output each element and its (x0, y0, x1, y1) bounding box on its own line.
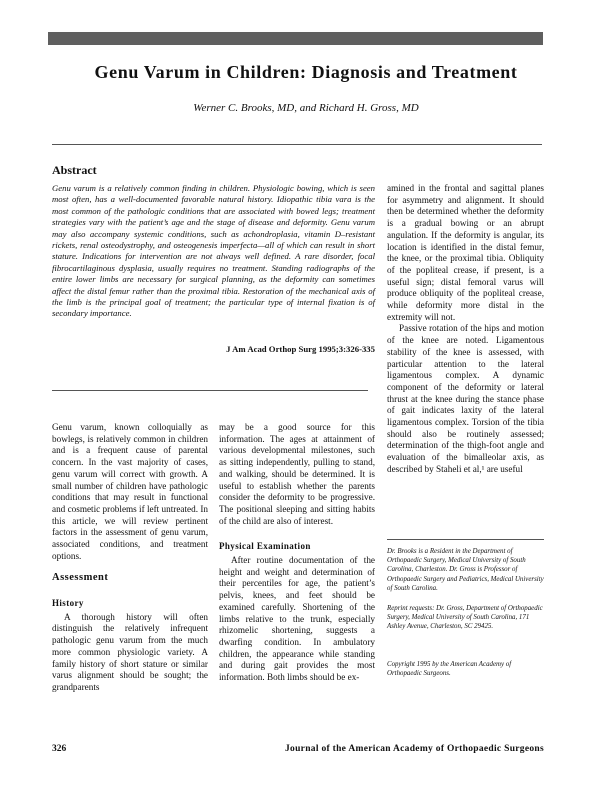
abstract-text: Genu varum is a relatively common finding in children. Physiologic bowing, which is seen most often, has a well-documented favorable natural history. Idiopathic tibia vara is the most common of the pathologic conditions that are associated with bowed legs; treatment strategies vary with the patient’s age and the stage of disease and deformity. Genu varum may also accompany systemic conditions, such as achondroplasia, vitamin D–resistant rickets, renal osteodystrophy, and osteogenesis imperfecta—all of which can result in short stature. Indications for intervention are not always well defined. A rare disorder, focal fibrocartilaginous dysplasia, usually requires no treatment. Standing radiographs of the entire lower limbs are necessary for surgical planning, as the deformity can sometimes affect the distal femur rather than the proximal tibia. Restoration of the mechanical axis of the limb is the principal goal of treatment; the particular type of internal fixation is of secondary importance. (52, 183, 375, 319)
physical-exam-paragraph: After routine documentation of the height and weight and determination of their percentiles for age, the patient’s pelvis, knees, and feet should be examined carefully. Shortening of the limbs relative to the trunk, especially rhizomelic shortening, suggests a dwarfing condition. In ambulatory children, the appearance while standing and during gait provides the most information. Both limbs should be ex- (219, 555, 375, 683)
middle-column (219, 422, 375, 684)
page-number: 326 (52, 744, 67, 754)
history-paragraph: A thorough history will often distinguish the relatively infrequent pathologic genu varum from the much more common physiologic variety. A family history of short stature or similar varus alignment should be sought; the grandparents (52, 611, 208, 692)
footnote-rule (387, 539, 544, 540)
intro-column (52, 422, 208, 562)
passive-rotation-paragraph: Passive rotation of the hips and motion of the knee are noted. Ligamentous stability of the knee is assessed, with particular attention to the lateral ligamentous complex. A dynamic component of the deformity or lateral thrust at the knee during the stance phase of gait indicates laxity of the lateral ligamentous complex. Torsion of the tibia should also be routinely assessed; determination of the thigh-foot angle and evaluation of the bimalleolar axis, as described by Staheli et al,¹ are useful (387, 323, 544, 474)
physical-exam-heading: Physical Examination (219, 541, 311, 552)
citation: J Am Acad Orthop Surg 1995;3:326-335 (226, 344, 375, 354)
footnote-reprint: Reprint requests: Dr. Gross, Department of Orthopaedic Surgery, Medical University of South Carolina, 171 Ashley Avenue, Charleston, SC 29425. (387, 605, 543, 631)
intro-paragraph: Genu varum, known colloquially as bowlegs, is relatively common in children and is a frequent cause of parental concern. In the vast majority of cases, genu varum will correct with growth. A small number of children have pathologic conditions that may result in functional and cosmetic problems if left untreated. In this article, we will review pertinent factors in the assessment of genu varum, associated conditions, and treatment options. (52, 422, 208, 561)
abstract-bottom-rule (52, 390, 368, 391)
article-title: Genu Varum in Children: Diagnosis and Treatment (94, 62, 518, 82)
footnote-copyright: Copyright 1995 by the American Academy of Orthopaedic Surgeons. (387, 661, 512, 678)
history-heading: History (52, 598, 84, 608)
footnote-authors: Dr. Brooks is a Resident in the Department of Orthopaedic Surgery, Medical University of South Carolina, Charleston. Dr. Gross is Professor of Orthopaedic Surgery and Pediatrics, Medical University of South Carolina. (387, 548, 544, 592)
history-section (52, 598, 208, 694)
history-continuation: may be a good source for this information. The ages at attainment of various developmental milestones, such as sitting independently, pulling to stand, and walking, should be determined. It is useful to establish whether the parents consider the deformity to be progressive. The positional sleeping and sitting habits of the child are also of interest. (219, 422, 375, 526)
assessment-heading: Assessment (52, 572, 109, 583)
article-authors: Werner C. Brooks, MD, and Richard H. Gross, MD (193, 102, 419, 114)
header-bar (48, 32, 543, 45)
abstract-heading: Abstract (52, 163, 97, 177)
journal-name: Journal of the American Academy of Orthopaedic Surgeons (285, 744, 544, 754)
exam-continuation: amined in the frontal and sagittal planes for asymmetry and alignment. It should then be determined whether the deformity is a gradual bowing or an abrupt angulation. If the deformity is angular, its location is identified in the distal femur, the knee, or the proximal tibia. Obliquity of the popliteal crease, if present, is a useful sign; distal femoral varus will produce obliquity of the popliteal crease, while deformity more distal in the extremity will not. (387, 183, 544, 322)
abstract-top-rule (52, 144, 542, 145)
right-column (387, 183, 544, 476)
